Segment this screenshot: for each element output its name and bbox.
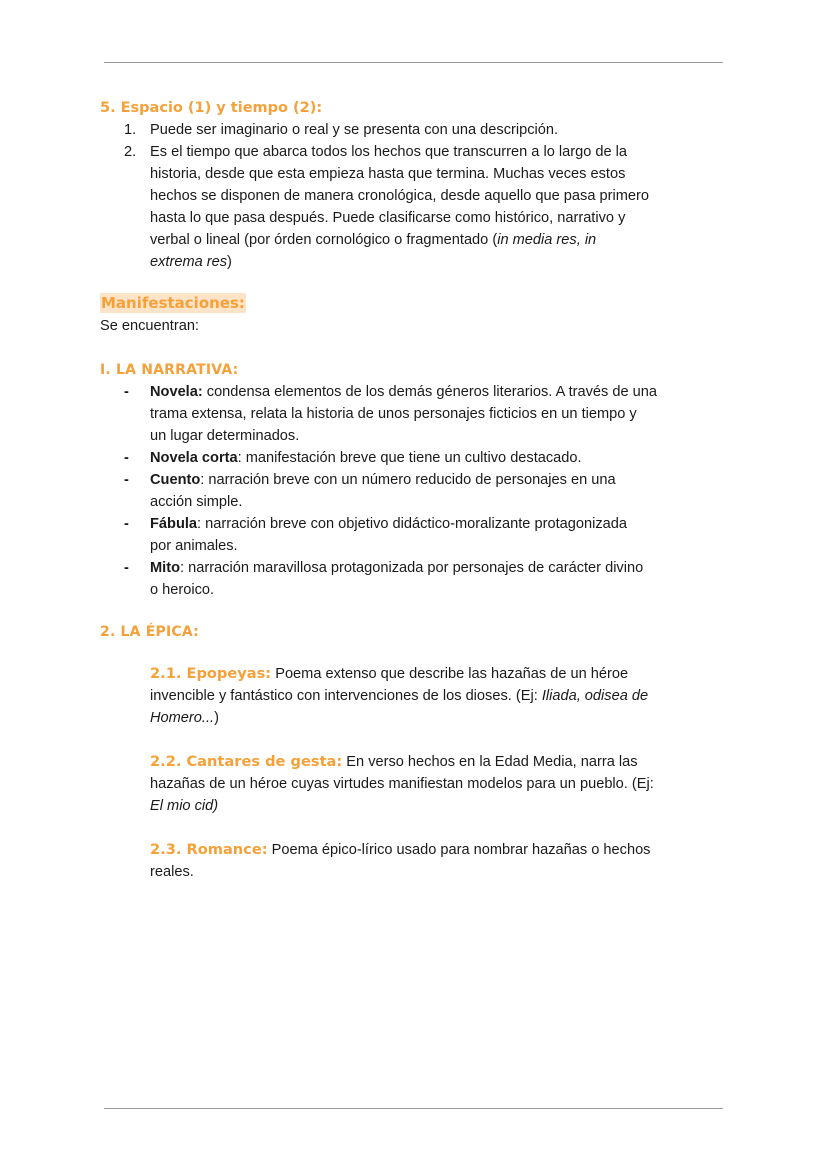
list-item <box>100 513 728 557</box>
italic-text: Homero... <box>150 710 215 726</box>
definition-text: acción simple. <box>150 494 243 510</box>
subsection-label: 2.1. Epopeyas: <box>150 665 272 682</box>
epica-subsection-epopeyas <box>100 663 728 729</box>
list-item-text: Es el tiempo que abarca todos los hechos que transcurren a lo largo de la <box>150 144 628 160</box>
term: Cuento <box>150 472 201 488</box>
epica-subsection-cantares <box>100 751 728 817</box>
document-body <box>100 97 728 883</box>
italic-text: El mio cid <box>150 798 214 814</box>
epica-title: 2. LA ÉPICA: <box>100 624 199 640</box>
list-number: 2. <box>124 144 137 160</box>
list-item <box>100 141 728 273</box>
section-5-list <box>100 119 728 273</box>
italic-text: Iliada, odisea de <box>541 688 649 704</box>
list-item-text: Puede ser imaginario o real y se presenta con una descripción. <box>150 122 559 138</box>
definition-text: por animales. <box>150 538 238 554</box>
subsection-text: Poema extenso que describe las hazañas de un héroe <box>271 666 629 682</box>
manifestaciones-heading: Manifestaciones: <box>101 294 245 312</box>
subsection-label: 2.3. Romance: <box>150 841 268 858</box>
term: Novela corta <box>150 450 238 466</box>
list-item <box>100 447 728 469</box>
definition-text: : narración maravillosa protagonizada por personajes de carácter divino <box>180 560 644 576</box>
section-5-title: 5. Espacio (1) y tiempo (2): <box>100 100 323 116</box>
subsection-text: ) <box>214 710 219 726</box>
list-item-text: hechos se disponen de manera cronológica, desde aquello que pasa primero <box>150 188 649 204</box>
dash-bullet: - <box>124 516 129 532</box>
subsection-text: En verso hechos en la Edad Media, narra las <box>342 754 638 770</box>
definition-text: : narración breve con un número reducido de personajes en una <box>200 472 616 488</box>
definition-text: : narración breve con objetivo didáctico-moralizante protagonizada <box>197 516 627 532</box>
subsection-text: reales. <box>150 864 194 880</box>
list-item <box>100 119 728 141</box>
subsection-text: Poema épico-lírico usado para nombrar hazañas o hechos <box>267 842 651 858</box>
dash-bullet: - <box>124 450 129 466</box>
subsection-label: 2.2. Cantares de gesta: <box>150 753 343 770</box>
term: Novela: <box>150 384 203 400</box>
manifestaciones-intro: Se encuentran: <box>100 318 199 334</box>
dash-bullet: - <box>124 560 129 576</box>
list-item <box>100 381 728 447</box>
definition-text: trama extensa, relata la historia de unos personajes ficticios en un tiempo y <box>150 406 637 422</box>
definition-text: condensa elementos de los demás géneros literarios. A través de una <box>202 384 658 400</box>
subsection-text: invencible y fantástico con intervenciones de los dioses. (Ej: <box>150 688 542 704</box>
dash-bullet: - <box>124 384 129 400</box>
list-item <box>100 557 728 601</box>
narrativa-title: I. LA NARRATIVA: <box>100 362 239 378</box>
list-item-text: hasta lo que pasa después. Puede clasificarse como histórico, narrativo y <box>150 210 626 226</box>
term: Fábula <box>150 516 198 532</box>
subsection-text: hazañas de un héroe cuyas virtudes manifiestan modelos para un pueblo. (Ej: <box>150 776 654 792</box>
definition-text: un lugar determinados. <box>150 428 300 444</box>
list-item-text: verbal o lineal (por órden cornológico o fragmentado ( <box>150 232 498 248</box>
list-item-text: historia, desde que esta empieza hasta que termina. Muchas veces estos <box>150 166 626 182</box>
list-number: 1. <box>124 122 137 138</box>
definition-text: : manifestación breve que tiene un cultivo destacado. <box>237 450 582 466</box>
epica-subsection-romance <box>100 839 728 883</box>
definition-text: o heroico. <box>150 582 215 598</box>
term: Mito <box>150 560 180 576</box>
list-item-text: ) <box>227 254 232 270</box>
dash-bullet: - <box>124 472 129 488</box>
list-item <box>100 469 728 513</box>
italic-text: in media res, in <box>497 232 597 248</box>
bottom-divider <box>104 1108 723 1109</box>
narrativa-list <box>100 381 728 601</box>
top-divider <box>104 62 723 63</box>
italic-text: extrema res <box>150 254 228 270</box>
subsection-text: ) <box>213 798 219 814</box>
